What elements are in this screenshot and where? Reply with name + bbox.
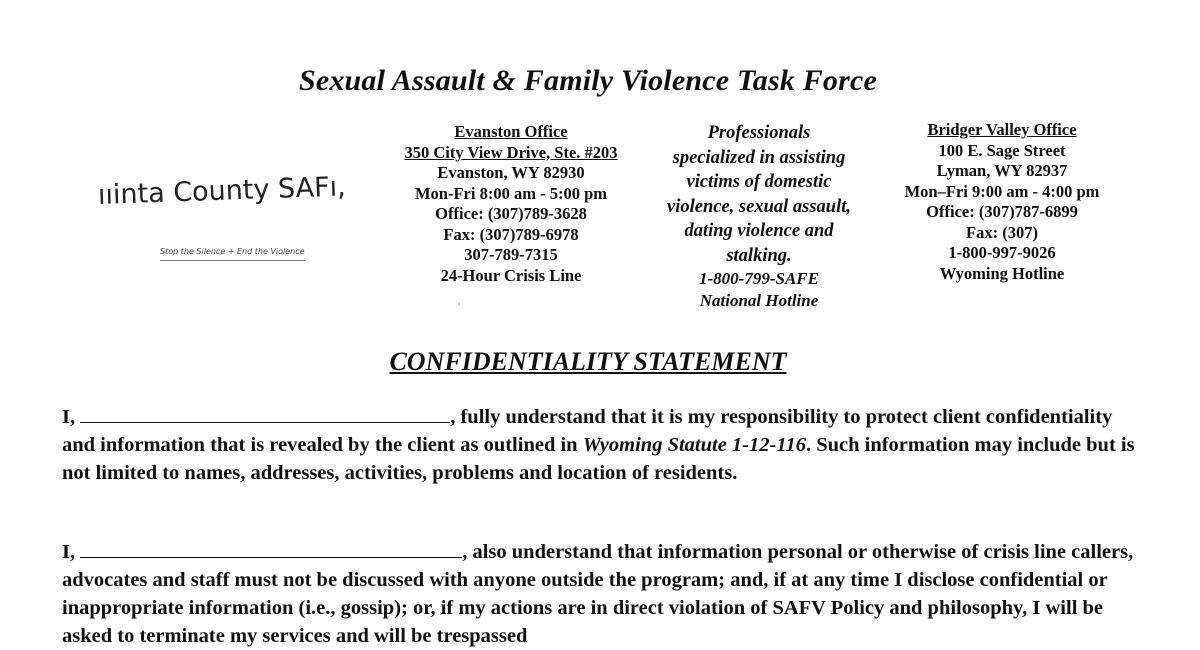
bridger-hotline-label: Wyoming Hotline — [939, 263, 1065, 283]
bridger-fax: Fax: (307) — [966, 222, 1038, 242]
bridger-hours-line: Mon–Fri 9:00 am - 4:00 pm — [904, 181, 1100, 201]
paragraph-responsibility — [62, 403, 1147, 487]
evanston-hours-line: Mon-Fri 8:00 am - 5:00 pm — [414, 183, 607, 203]
evanston-fax: Fax: (307)789-6978 — [443, 224, 579, 244]
name-blank-field[interactable] — [80, 404, 450, 423]
section-title: CONFIDENTIALITY STATEMENT — [389, 347, 787, 376]
national-hotline-label: National Hotline — [699, 291, 819, 310]
bridger-city-line: Lyman, WY 82937 — [936, 161, 1068, 180]
bridger-address-line: 100 E. Sage Street — [938, 140, 1066, 160]
scan-speck — [458, 303, 460, 305]
bridger-office-heading: Bridger Valley Office — [927, 120, 1077, 139]
professionals-line: violence, sexual assault, — [667, 196, 851, 217]
safv-logo — [92, 171, 372, 270]
professionals-line: stalking. — [726, 245, 792, 266]
paragraph-text: . Such information may include but is not limited to names, addresses, activities, problems and location of residents. — [62, 434, 1135, 484]
logo-tagline: Stop the Silence + End the Violence — [160, 247, 305, 261]
bridger-office-phone: Office: (307)787-6899 — [926, 202, 1078, 221]
evanston-address-line: 350 City View Drive, Ste. #203 — [404, 142, 618, 162]
evanston-crisis-number: 307-789-7315 — [464, 245, 558, 264]
paragraph-prefix: I, — [62, 541, 81, 563]
professionals-line: dating violence and — [684, 221, 834, 241]
paragraph-prefix: I, — [62, 406, 81, 428]
evanston-crisis-label: 24-Hour Crisis Line — [440, 265, 582, 285]
evanston-office-phone: Office: (307)789-3628 — [435, 204, 587, 223]
paragraph-disclosure — [62, 538, 1147, 650]
statute-reference: Wyoming Statute 1-12-116 — [582, 434, 806, 456]
evanston-city-line: Evanston, WY 82930 — [437, 163, 585, 182]
logo-text: ııinta County SAFı, — [97, 171, 347, 211]
professionals-block — [644, 121, 874, 312]
evanston-office-heading: Evanston Office — [454, 122, 568, 141]
professionals-line: specialized in assisting — [672, 147, 846, 168]
bridger-office-block — [893, 120, 1111, 284]
national-hotline-number: 1-800-799-SAFE — [699, 269, 819, 288]
professionals-line: Professionals — [707, 123, 811, 143]
bridger-hotline-number: 1-800-997-9026 — [948, 243, 1056, 262]
paragraph-text: , fully understand that it is my responsibility to protect client confidentiality and information that is revealed by the client as outlined in — [62, 406, 1113, 456]
organization-title: Sexual Assault & Family Violence Task Force — [298, 64, 878, 97]
name-blank-field[interactable] — [80, 539, 462, 558]
paragraph-text: , also understand that information personal or otherwise of crisis line callers, advocates and staff must not be discussed with anyone outside the program; and, if at any time I disclose confidential or inappropriate information (i.e., gossip); or, if my actions are in direct violation of SAFV Policy and philosophy, I will be asked to terminate my services and will be trespassed — [62, 541, 1134, 647]
professionals-line: victims of domestic — [686, 172, 832, 192]
evanston-office-block — [390, 122, 632, 286]
